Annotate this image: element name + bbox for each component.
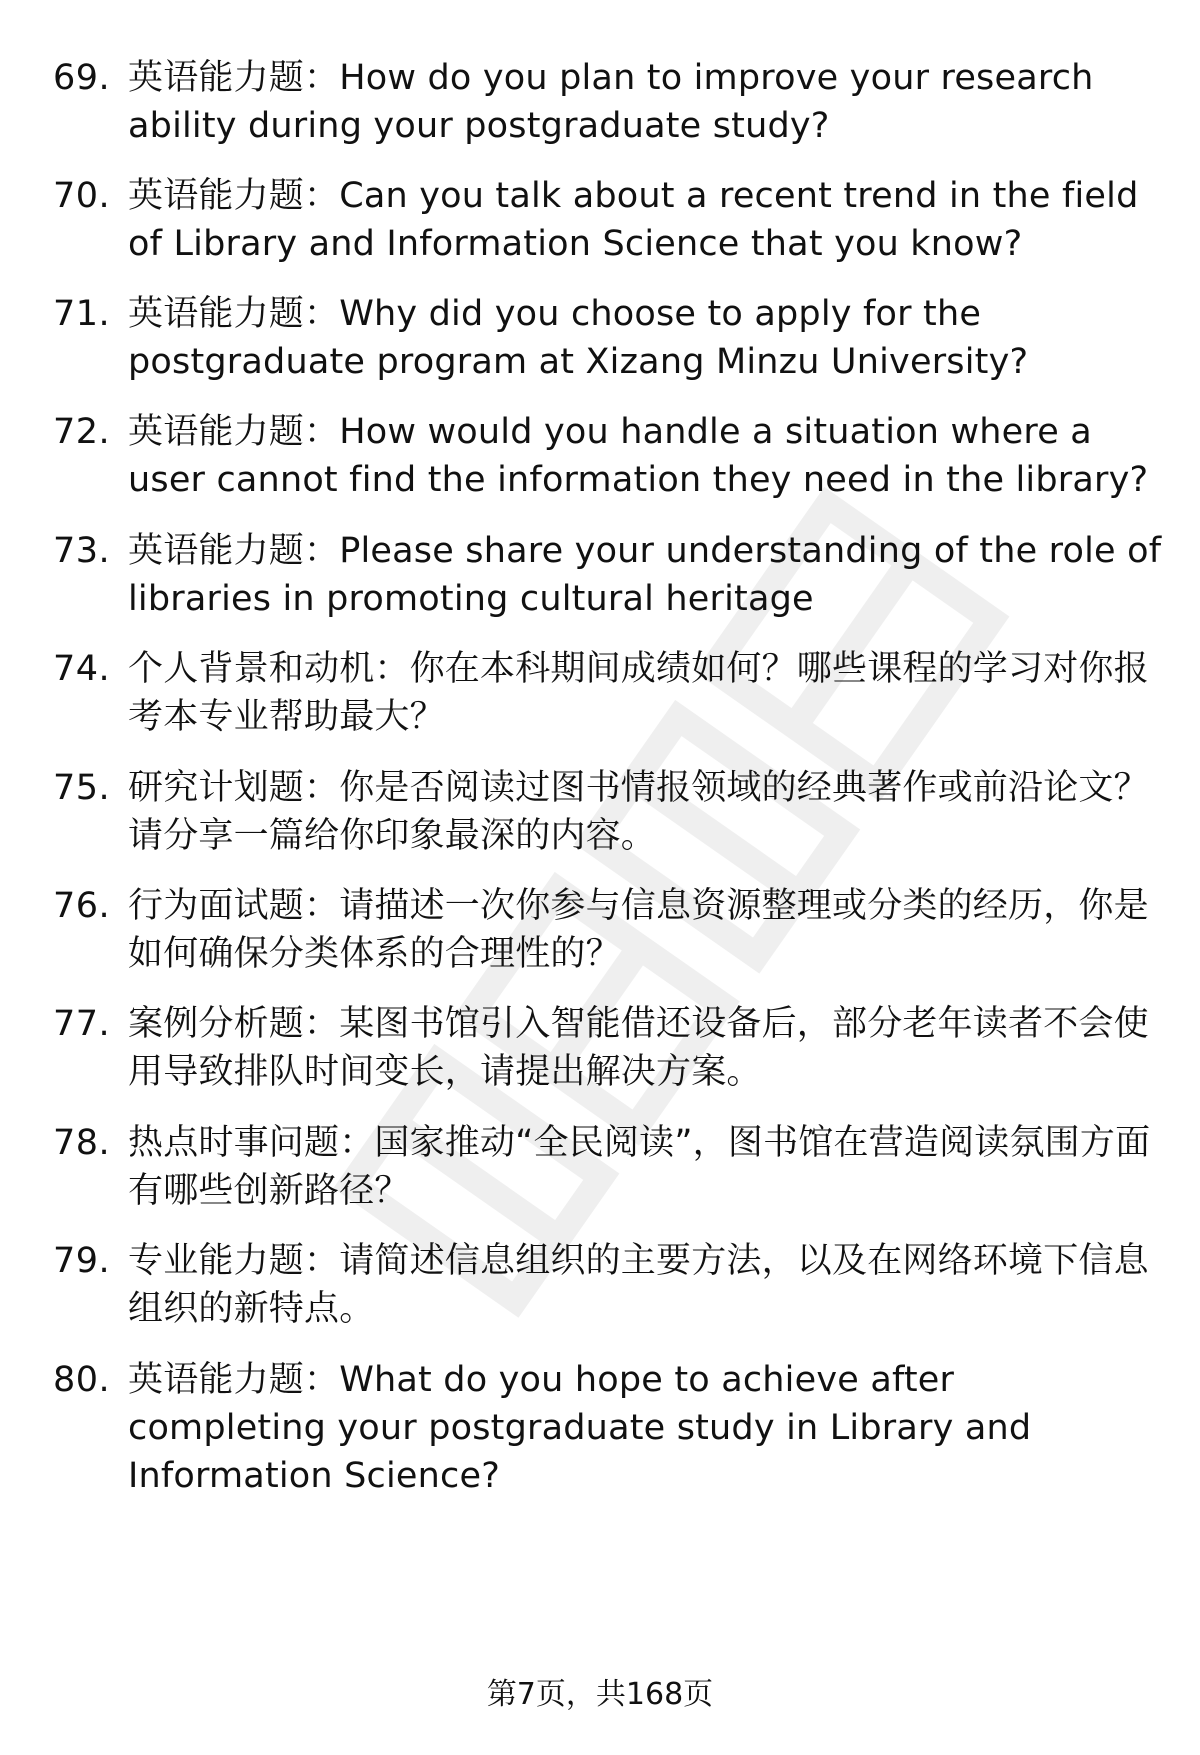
question-text: 个人背景和动机：你在本科期间成绩如何？哪些课程的学习对你报考本专业帮助最大？ bbox=[128, 649, 1149, 737]
question-item-69 bbox=[53, 54, 1163, 150]
question-item-78 bbox=[53, 1119, 1163, 1215]
question-number: 74. bbox=[53, 649, 111, 689]
question-number: 69. bbox=[53, 58, 111, 98]
question-text: 热点时事问题：国家推动“全民阅读”，图书馆在营造阅读氛围方面有哪些创新路径？ bbox=[128, 1123, 1151, 1211]
question-text: 英语能力题：What do you hope to achieve after completing your postgraduate study in Library and Information Science? bbox=[128, 1360, 1032, 1496]
question-item-76 bbox=[53, 882, 1163, 978]
question-text: 专业能力题：请简述信息组织的主要方法，以及在网络环境下信息组织的新特点。 bbox=[128, 1241, 1149, 1329]
question-item-73 bbox=[53, 527, 1163, 623]
page-footer: 第7页，共168页 bbox=[486, 1677, 714, 1712]
question-text: 英语能力题：How would you handle a situation where a user cannot find the information they need in the library? bbox=[128, 412, 1149, 500]
question-item-71 bbox=[53, 290, 1163, 386]
question-item-77 bbox=[53, 1000, 1163, 1096]
question-number: 73. bbox=[53, 531, 111, 571]
question-text: 案例分析题：某图书馆引入智能借还设备后，部分老年读者不会使用导致排队时间变长，请提出解决方案。 bbox=[128, 1004, 1149, 1092]
question-number: 71. bbox=[53, 294, 111, 334]
question-text: 行为面试题：请描述一次你参与信息资源整理或分类的经历，你是如何确保分类体系的合理性的？ bbox=[128, 886, 1149, 974]
question-text: 研究计划题：你是否阅读过图书情报领域的经典著作或前沿论文？请分享一篇给你印象最深的内容。 bbox=[128, 768, 1149, 856]
question-text: 英语能力题：How do you plan to improve your research ability during your postgraduate study? bbox=[128, 58, 1094, 146]
question-item-75 bbox=[53, 764, 1163, 860]
question-number: 78. bbox=[53, 1123, 111, 1163]
question-number: 79. bbox=[53, 1241, 111, 1281]
question-item-74 bbox=[53, 645, 1163, 741]
question-text: 英语能力题：Please share your understanding of the role of libraries in promoting cultural heritage bbox=[128, 531, 1162, 619]
question-number: 77. bbox=[53, 1004, 111, 1044]
question-item-79 bbox=[53, 1237, 1163, 1333]
question-item-70 bbox=[53, 172, 1163, 268]
question-number: 75. bbox=[53, 768, 111, 808]
question-number: 76. bbox=[53, 886, 111, 926]
question-text: 英语能力题：Why did you choose to apply for the postgraduate program at Xizang Minzu University? bbox=[128, 294, 1029, 382]
question-item-80 bbox=[53, 1356, 1163, 1500]
question-text: 英语能力题：Can you talk about a recent trend in the field of Library and Information Science that you know? bbox=[128, 176, 1139, 264]
question-item-72 bbox=[53, 408, 1163, 504]
question-number: 80. bbox=[53, 1360, 111, 1400]
question-number: 70. bbox=[53, 176, 111, 216]
question-number: 72. bbox=[53, 412, 111, 452]
